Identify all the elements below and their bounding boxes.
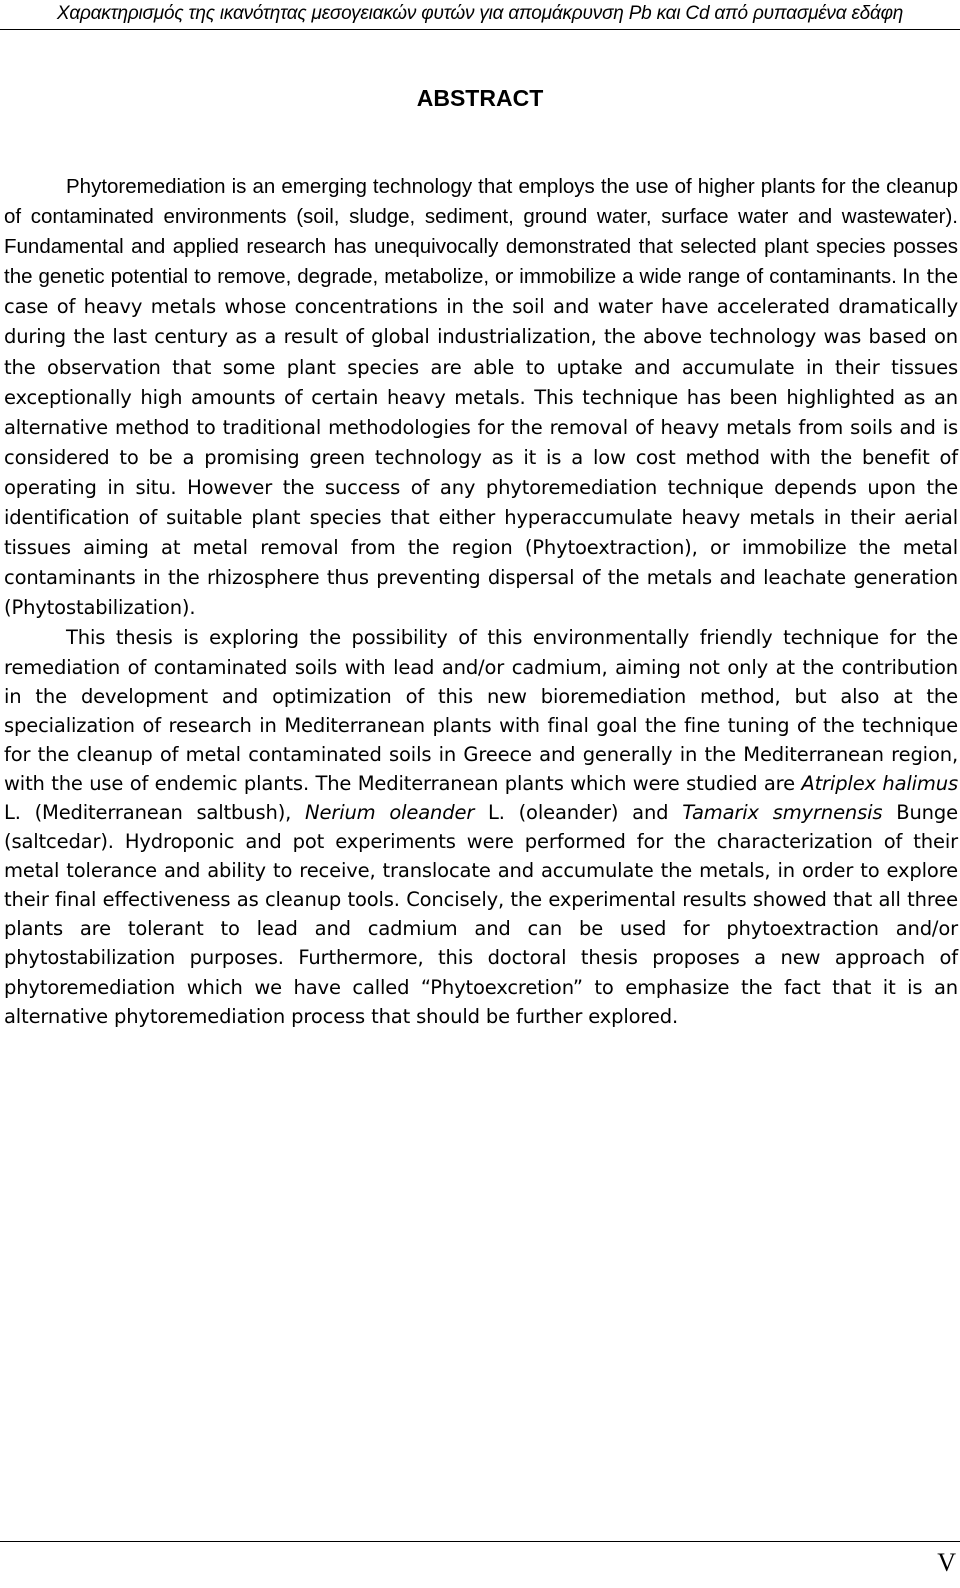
paragraph-2-text-c: L. (oleander) and	[488, 800, 669, 824]
paragraph-2-text-d: Bunge (saltcedar). Hydroponic and pot experiments were performed for the characterization of their metal tolerance and ability to receive, translocate and accumulate the metals, in order to explore their final effectiveness as cleanup tools. Concisely, the experimental results showed that all three plants are tolerant to lead and cadmium and can be used for phytoextraction and/or phytostabilization purposes. Furthermore, this doctoral thesis proposes a new approach of phytoremediation which we have called “Phytoexcretion” to emphasize the fact that it is an alternative phytoremediation process that should be further explored.	[4, 800, 958, 1028]
page-number: V	[937, 1548, 956, 1577]
footer-divider	[0, 1541, 960, 1542]
abstract-paragraph-1	[4, 172, 958, 623]
abstract-title: ABSTRACT	[416, 85, 544, 111]
abstract-sentence-metals: In the case of heavy metals whose concentrations in the soil and water have accelerated dramatically during the last century as a result of global industrialization, the above technology was based on the observation that some plant species are able to uptake and accumulate in their tissues exceptionally high amounts of certain heavy metals. This technique has been highlighted as an alternative method to traditional methodologies for the removal of heavy metals from soils and is considered to be a promising green technology as it is a low cost method with the benefit of operating in situ. However the success of any phytoremediation technique depends upon the identification of suitable plant species that either hyperaccumulate heavy metals in their aerial tissues aiming at metal removal from the region (Phytoextraction), or immobilize the metal contaminants in the rhizosphere thus preventing dispersal of the metals and leachate generation (Phytostabilization).	[4, 265, 958, 620]
species-tamarix: Tamarix smyrnensis	[682, 800, 883, 824]
paragraph-2-text-b: L. (Mediterranean saltbush),	[4, 800, 292, 824]
abstract-paragraph-2	[4, 623, 958, 1030]
running-header: Χαρακτηρισμός της ικανότητας μεσογειακών φυτών για απομάκρυνση Pb και Cd από ρυπασμένα εδάφη	[56, 3, 904, 24]
abstract-body	[4, 172, 958, 1031]
paragraph-2-text-a: This thesis is exploring the possibility of this environmentally friendly technique for the remediation of contaminated soils with lead and/or cadmium, aiming not only at the contribution in the development and optimization of this new bioremediation method, but also at the specialization of research in Mediterranean plants with final goal the fine tuning of the technique for the cleanup of metal contaminated soils in Greece and generally in the Mediterranean region, with the use of endemic plants. The Mediterranean plants which were studied are	[4, 626, 958, 795]
header-divider	[0, 29, 960, 30]
abstract-sentence-intro: Phytoremediation is an emerging technology that employs the use of higher plants for the cleanup of contaminated environments (soil, sludge, sediment, ground water, surface water and wastewater). Fundamental and applied research has unequivocally demonstrated that selected plant species posses the genetic potential to remove, degrade, metabolize, or immobilize a wide range of contaminants.	[4, 175, 958, 289]
species-nerium: Nerium oleander	[305, 800, 475, 824]
species-atriplex: Atriplex halimus	[801, 771, 958, 795]
